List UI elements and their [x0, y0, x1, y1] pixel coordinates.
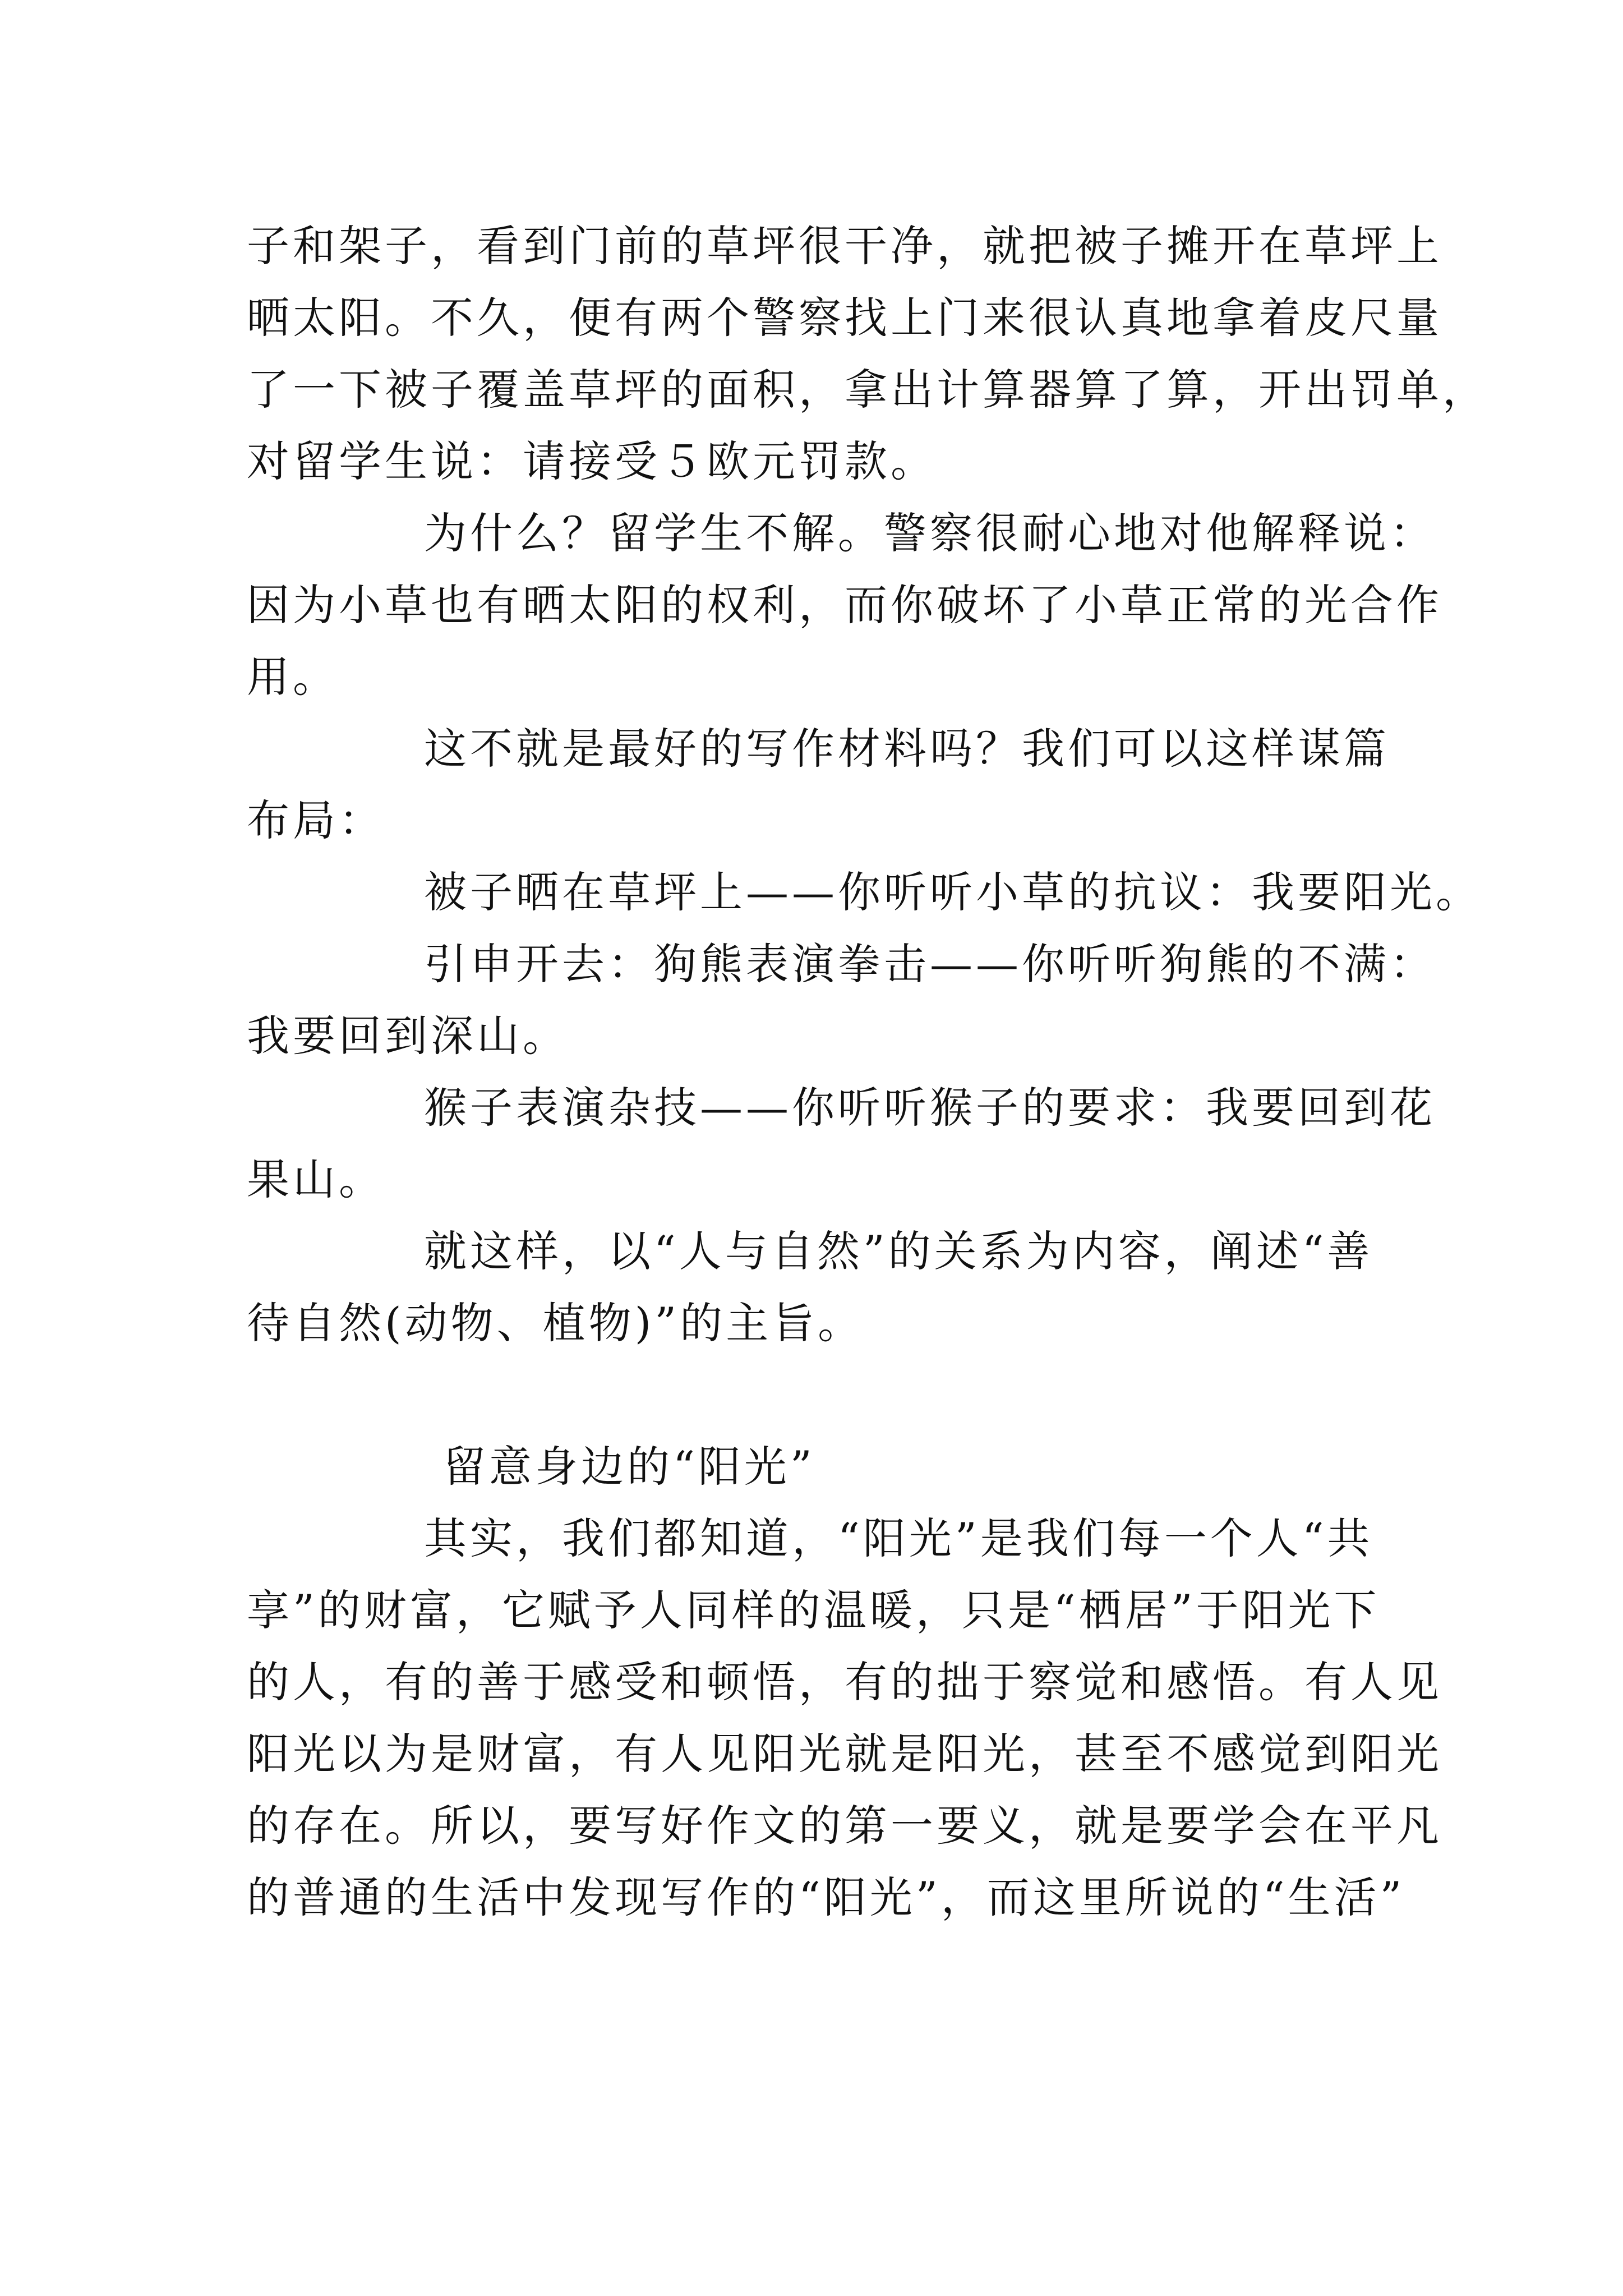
text-line: 阳光以为是财富，有人见阳光就是阳光，甚至不感觉到阳光 — [247, 1729, 1442, 1779]
text-line: 为什么？留学生不解。警察很耐心地对他解释说： — [424, 508, 1436, 558]
text-line: 了一下被子覆盖草坪的面积，拿出计算器算了算，开出罚单， — [247, 365, 1488, 415]
text-line: 猴子表演杂技——你听听猴子的要求：我要回到花 — [424, 1083, 1436, 1133]
text-line: 用。 — [247, 652, 339, 702]
text-line: 晒太阳。不久，便有两个警察找上门来很认真地拿着皮尺量 — [247, 293, 1442, 343]
text-line: 子和架子，看到门前的草坪很干净，就把被子摊开在草坪上 — [247, 221, 1442, 271]
text-line: 引申开去：狗熊表演拳击——你听听狗熊的不满： — [424, 939, 1436, 989]
text-line: 的存在。所以，要写好作文的第一要义，就是要学会在平凡 — [247, 1801, 1442, 1851]
text-line: 的人，有的善于感受和顿悟，有的拙于察觉和感悟。有人见 — [247, 1657, 1442, 1707]
section-heading: 留意身边的“阳光” — [443, 1442, 815, 1492]
text-line: 我要回到深山。 — [247, 1011, 569, 1061]
text-line: 果山。 — [247, 1154, 385, 1204]
body-text — [247, 210, 1488, 1934]
text-line: 其实，我们都知道，“阳光”是我们每一个人“共 — [424, 1513, 1373, 1563]
text-line: 享”的财富，它赋予人同样的温暖，只是“栖居”于阳光下 — [247, 1585, 1380, 1635]
text-line: 因为小草也有晒太阳的权利，而你破坏了小草正常的光合作 — [247, 580, 1442, 630]
text-line: 布局： — [247, 795, 385, 845]
text-line: 这不就是最好的写作材料吗？我们可以这样谋篇 — [424, 724, 1390, 774]
text-line: 的普通的生活中发现写作的“阳光”，而这里所说的“生活” — [247, 1872, 1405, 1922]
text-line: 就这样，以“人与自然”的关系为内容，阐述“善 — [424, 1226, 1373, 1276]
text-line: 对留学生说：请接受５欧元罚款。 — [247, 436, 937, 486]
text-line: 被子晒在草坪上——你听听小草的抗议：我要阳光。 — [424, 867, 1482, 917]
text-line: 待自然(动物、植物)”的主旨。 — [247, 1298, 864, 1348]
paragraph-gap — [247, 1359, 1385, 1431]
